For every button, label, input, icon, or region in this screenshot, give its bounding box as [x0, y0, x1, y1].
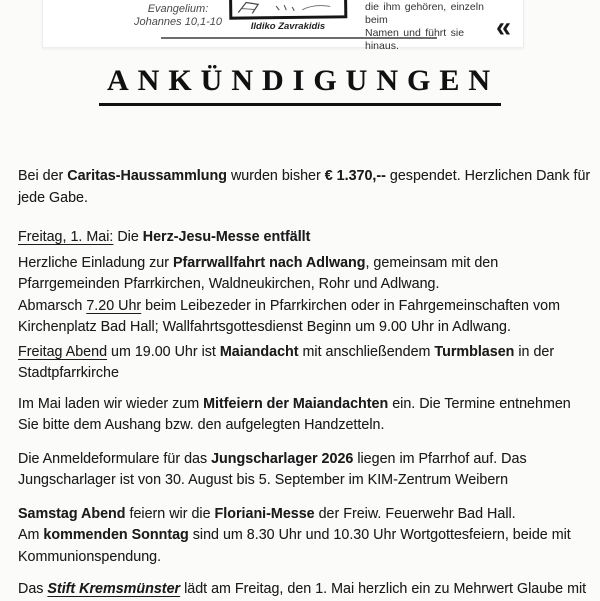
- text-run: Herzliche Einladung zur: [18, 254, 173, 271]
- text-run: lädt am Freitag, den 1. Mai herzlich ein zu Mehrwert Glaube mit: [180, 581, 587, 597]
- text-run: Jungscharlager ist von 30. August bis 5. September im KIM-Zentrum Weibern: [18, 472, 509, 488]
- quote-line-1: die ihm gehören, einzeln beim: [365, 1, 484, 26]
- text-run: Die: [113, 229, 143, 245]
- text-run: Mitfeiern der Maiandachten: [203, 395, 389, 412]
- announcement-paragraph: [18, 394, 596, 437]
- announcements: [18, 166, 596, 601]
- text-run: in der: [514, 343, 555, 360]
- sketch-illustration: [232, 0, 338, 17]
- text-run: Jungscharlager 2026: [211, 450, 354, 467]
- text-run: Stift Kremsmünster: [47, 581, 181, 597]
- text-run: Freitag, 1. Mai:: [18, 229, 114, 245]
- announcement-paragraph: [18, 342, 596, 385]
- announcement-paragraph: [18, 504, 596, 569]
- text-run: Pfarrgemeinden Pfarrkirchen, Waldneukirchen, Rohr und Adlwang.: [18, 276, 440, 292]
- text-run: feiern wir die: [125, 505, 215, 522]
- text-run: Das: [18, 581, 48, 597]
- text-run: Pfarrwallfahrt nach Adlwang: [172, 254, 366, 271]
- announcement-paragraph: [18, 449, 596, 492]
- text-run: Floriani-Messe: [214, 505, 315, 522]
- text-run: Samstag Abend: [18, 505, 126, 522]
- text-run: Am: [18, 527, 44, 543]
- text-run: Freitag Abend: [18, 343, 108, 360]
- text-run: € 1.370,--: [324, 168, 386, 184]
- text-run: um 19.00 Uhr ist: [107, 343, 220, 360]
- page-title: ANKÜNDIGUNGEN: [99, 64, 501, 106]
- quote-line-2: Namen und führt sie hinaus.: [365, 27, 465, 52]
- text-run: beim Leibezeder in Pfarrkirchen oder in Fahrgemeinschaften vom: [141, 297, 560, 314]
- scripture-quote-block: [365, 1, 529, 53]
- text-run: Maiandacht: [219, 343, 299, 360]
- announcement-paragraph: [18, 166, 596, 209]
- text-run: liegen im Pfarrhof auf. Das: [353, 450, 527, 467]
- gospel-label: Evangelium:: [147, 3, 209, 15]
- text-run: Die Anmeldeformulare für das: [18, 450, 212, 467]
- text-run: Kommunionspendung.: [18, 548, 162, 565]
- text-run: Stadtpfarrkirche: [18, 365, 119, 381]
- text-run: sind um 8.30 Uhr und 10.30 Uhr Wortgottesfeiern, beide mit: [188, 527, 571, 543]
- text-run: Abmarsch: [18, 297, 87, 314]
- text-run: mit anschließendem: [298, 343, 435, 360]
- text-run: Im Mai laden wir wieder zum: [18, 395, 204, 412]
- text-run: Sie bitte dem Aushang bzw. den aufgelegten Handzetteln.: [18, 417, 385, 433]
- text-run: kommenden Sonntag: [43, 527, 189, 543]
- text-run: ein. Die Termine entnehmen: [388, 395, 571, 412]
- bulletin-header-box: [42, 0, 524, 52]
- closing-guillemet-icon: «: [496, 11, 512, 43]
- sketch-illustration-frame: [229, 0, 348, 20]
- artist-credit: Ildiko Zavrakidis: [250, 21, 326, 32]
- text-run: 7.20 Uhr: [86, 297, 142, 314]
- text-run: Bei der: [18, 168, 68, 184]
- text-run: jede Gabe.: [18, 189, 88, 206]
- scripture-quote-text: [365, 1, 493, 53]
- gospel-citation: Johannes 10,1-10: [133, 16, 223, 28]
- text-run: Herz-Jesu-Messe entfällt: [142, 229, 311, 245]
- title-wrap: [0, 64, 600, 106]
- text-run: der Freiw. Feuerwehr Bad Hall.: [314, 505, 516, 522]
- text-run: , gemeinsam mit den: [365, 254, 499, 271]
- text-run: Turmblasen: [434, 343, 515, 360]
- text-run: gespendet. Herzlichen Dank für: [385, 168, 591, 184]
- announcement-paragraph: [18, 579, 596, 601]
- announcement-paragraph: [18, 253, 596, 339]
- text-run: Caritas-Haussammlung: [67, 168, 227, 184]
- announcement-paragraph: [18, 227, 596, 249]
- text-run: Kirchenplatz Bad Hall; Wallfahrtsgottesdienst Beginn um 9.00 Uhr in Adlwang.: [18, 319, 511, 335]
- text-run: wurden bisher: [226, 168, 325, 184]
